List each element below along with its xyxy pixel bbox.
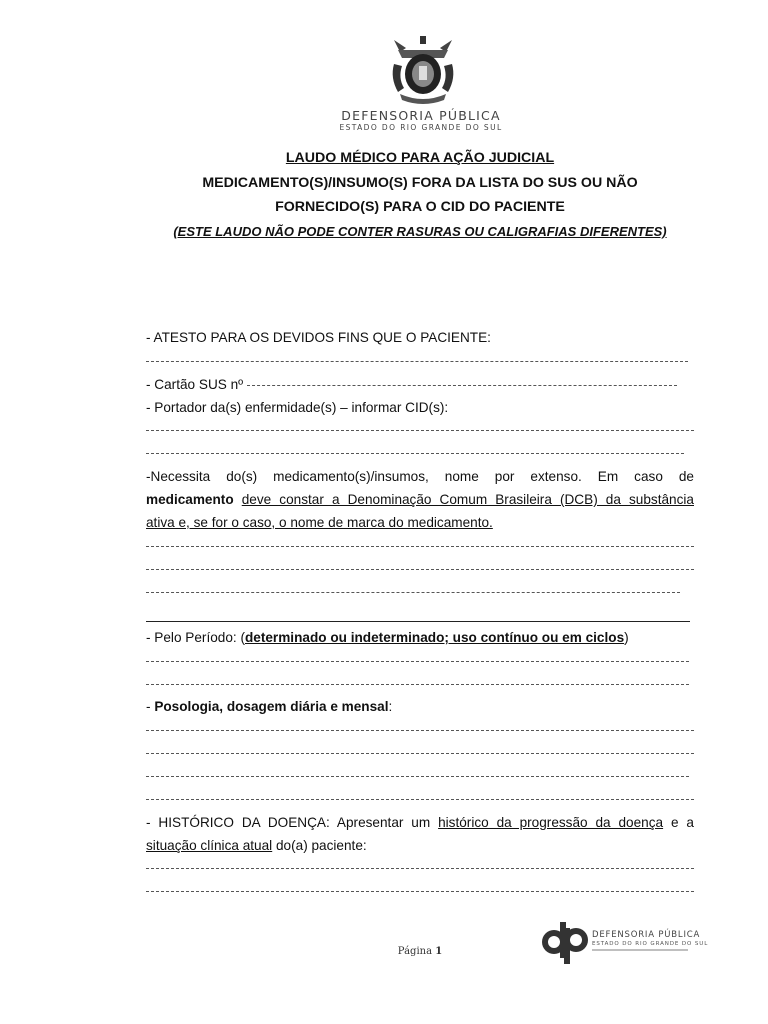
historico-end: do(a) paciente: bbox=[275, 838, 367, 853]
necessita-bold: medicamento bbox=[146, 492, 234, 507]
historico-connector: e a bbox=[670, 815, 694, 830]
historico-line-1 bbox=[146, 815, 694, 831]
cartao-sus-label: - Cartão SUS nº bbox=[146, 377, 244, 392]
title-line-3: FORNECIDO(S) PARA O CID DO PACIENTE bbox=[275, 199, 565, 215]
solid-fill-line bbox=[146, 621, 690, 622]
title-line-2: MEDICAMENTO(S)/INSUMO(S) FORA DA LISTA DO SUS OU NÃO bbox=[202, 175, 638, 191]
fill-line bbox=[146, 546, 694, 547]
posologia-row bbox=[146, 699, 392, 715]
posologia-label: Posologia, dosagem diária e mensal bbox=[154, 699, 389, 714]
fill-line bbox=[146, 868, 694, 869]
historico-underlined-2: situação clínica atual bbox=[146, 838, 273, 853]
cartao-sus-row bbox=[146, 377, 677, 393]
necessita-line-1: -Necessita do(s) medicamento(s)/insumos, nome por extenso. Em caso de bbox=[146, 469, 694, 484]
fill-line bbox=[146, 569, 694, 570]
necessita-underlined-2: ativa e, se for o caso, o nome de marca do medicamento. bbox=[146, 515, 493, 530]
header-org-name: DEFENSORIA PÚBLICA bbox=[341, 108, 501, 123]
fill-line bbox=[146, 453, 684, 454]
posologia-dash: - bbox=[146, 699, 155, 714]
fill-line bbox=[146, 661, 689, 662]
fill-line bbox=[247, 385, 677, 386]
fill-line bbox=[146, 684, 689, 685]
page-number-value: 1 bbox=[435, 946, 443, 957]
fill-line bbox=[146, 891, 694, 892]
historico-line-2 bbox=[146, 838, 367, 854]
fill-line bbox=[146, 753, 694, 754]
fill-line bbox=[146, 430, 694, 431]
periodo-row bbox=[146, 630, 629, 646]
fill-line bbox=[146, 799, 694, 800]
historico-label: - HISTÓRICO DA DOENÇA: Apresentar um bbox=[146, 815, 431, 830]
fill-line bbox=[146, 776, 689, 777]
posologia-colon: : bbox=[388, 699, 393, 714]
fill-line bbox=[146, 361, 688, 362]
fill-line bbox=[146, 592, 680, 593]
page-label: Página bbox=[397, 946, 433, 957]
atesto-label: - ATESTO PARA OS DEVIDOS FINS QUE O PACIENTE: bbox=[146, 330, 491, 345]
page-number bbox=[360, 946, 480, 957]
historico-underlined-1: histórico da progressão da doença bbox=[438, 815, 664, 830]
fill-line bbox=[146, 730, 694, 731]
footer-org-name: DEFENSORIA PÚBLICA bbox=[592, 930, 701, 940]
title-line-1: LAUDO MÉDICO PARA AÇÃO JUDICIAL bbox=[285, 150, 555, 166]
header-org-subtitle: ESTADO DO RIO GRANDE DO SUL bbox=[339, 123, 503, 132]
necessita-underlined-1: deve constar a Denominação Comum Brasileira (DCB) da substância bbox=[241, 492, 694, 507]
title-warning: (ESTE LAUDO NÃO PODE CONTER RASURAS OU CALIGRAFIAS DIFERENTES) bbox=[173, 224, 667, 239]
coat-of-arms-icon bbox=[388, 34, 458, 106]
periodo-options: determinado ou indeterminado; uso contínuo ou em ciclos bbox=[244, 630, 625, 645]
necessita-line-2 bbox=[146, 492, 694, 508]
portador-label: - Portador da(s) enfermidade(s) – informar CID(s): bbox=[146, 400, 449, 415]
footer-org-subtitle: ESTADO DO RIO GRANDE DO SUL bbox=[592, 941, 709, 947]
periodo-close: ) bbox=[624, 630, 629, 645]
periodo-label: - Pelo Período: ( bbox=[146, 630, 245, 645]
